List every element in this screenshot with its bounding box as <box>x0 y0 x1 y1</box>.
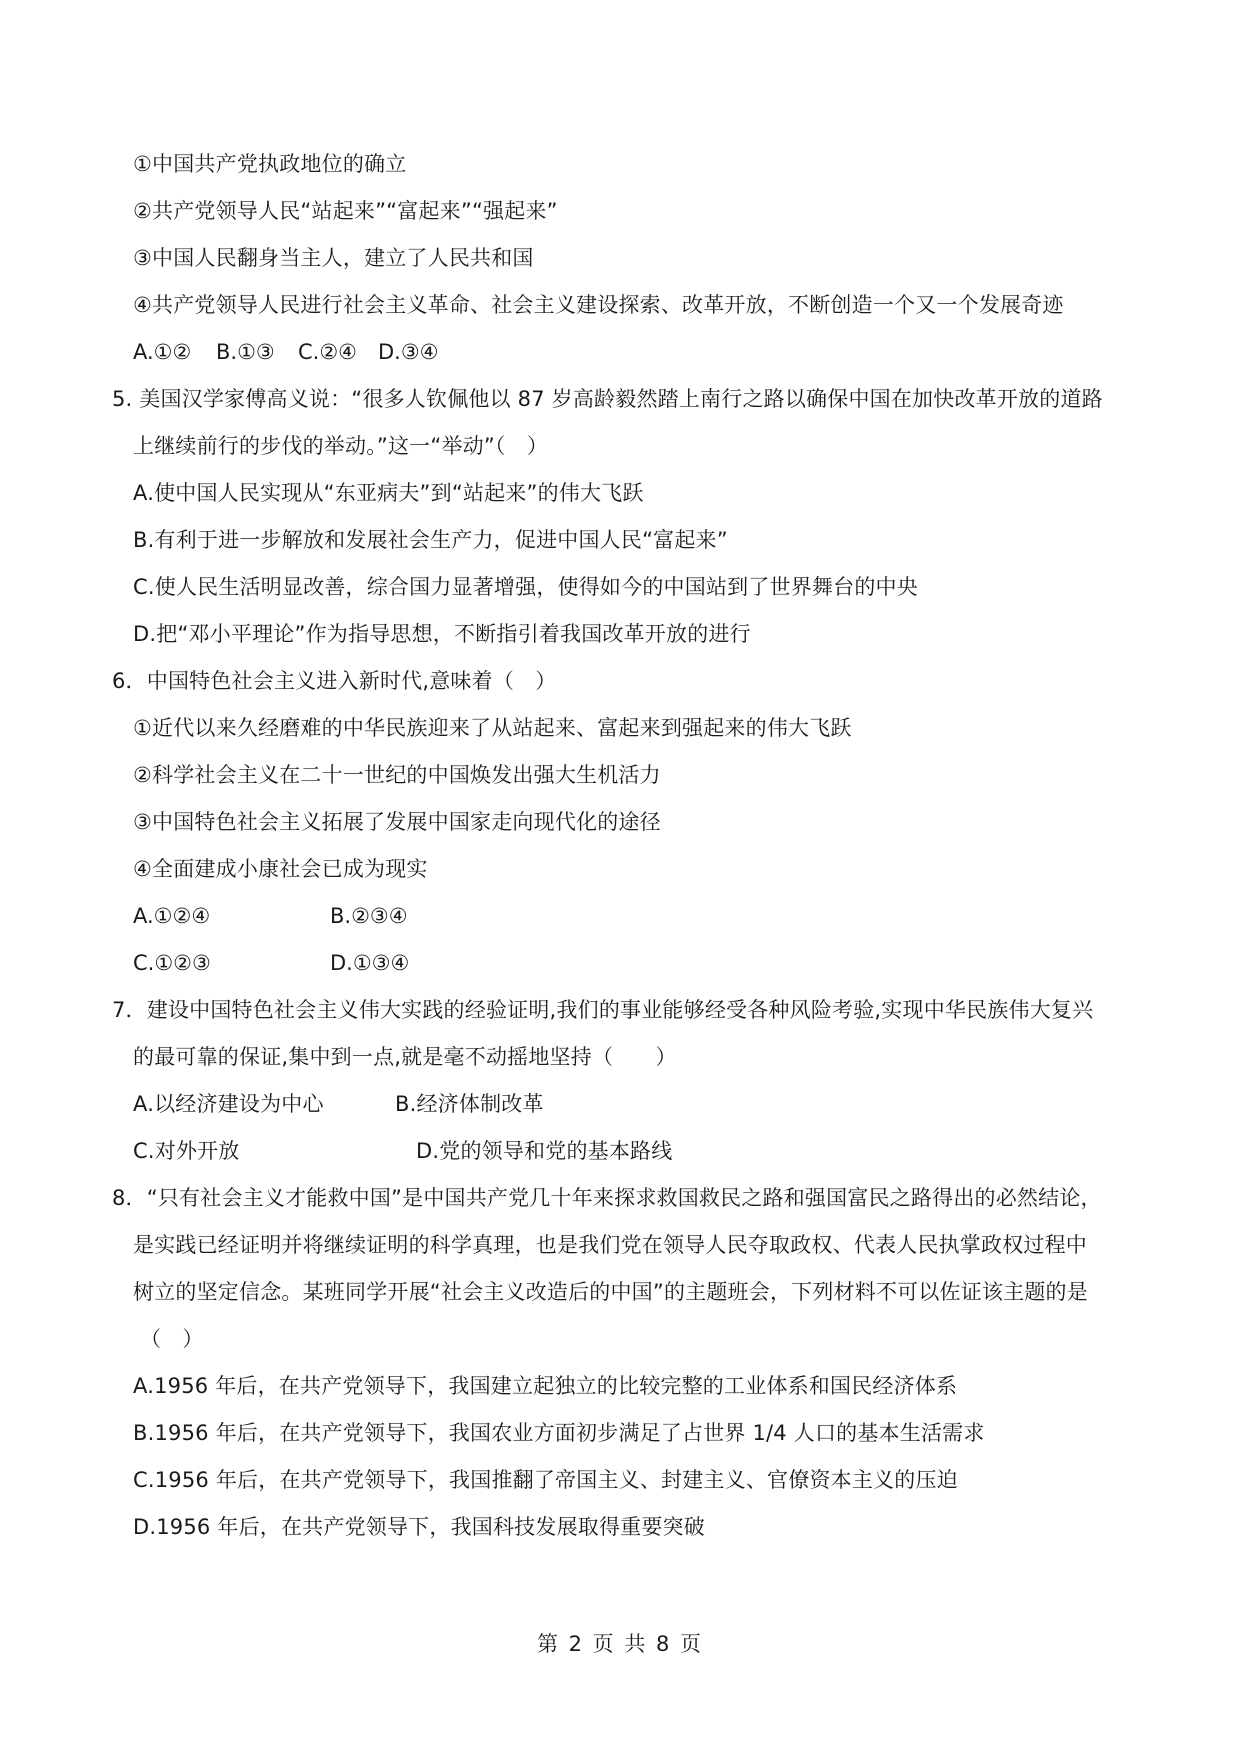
q6-option-a: A.①②④ <box>133 904 211 928</box>
q5-option-a: A.使中国人民实现从“东亚病夫”到“站起来”的伟大飞跃 <box>133 481 644 505</box>
q6-item-3: ③中国特色社会主义拓展了发展中国家走向现代化的途径 <box>133 810 661 834</box>
q7-option-d: D.党的领导和党的基本路线 <box>416 1139 673 1163</box>
q4-option-a: A.①② <box>133 340 192 364</box>
page-number-footer: 第 2 页 共 8 页 <box>536 1632 704 1656</box>
q8-option-a: A.1956 年后，在共产党领导下，我国建立起独立的比较完整的工业体系和国民经济体系 <box>133 1374 958 1398</box>
q4-item-3: ③中国人民翻身当主人，建立了人民共和国 <box>133 246 534 270</box>
q7-option-b: B.经济体制改革 <box>395 1092 544 1116</box>
q5-option-d: D.把“邓小平理论”作为指导思想，不断指引着我国改革开放的进行 <box>133 622 751 646</box>
q8-option-b: B.1956 年后，在共产党领导下，我国农业方面初步满足了占世界 1/4 人口的基本生活需求 <box>133 1421 985 1445</box>
q5-stem-line-1: 5. 美国汉学家傅高义说：“很多人钦佩他以 87 岁高龄毅然踏上南行之路以确保中国在加快改革开放的道路 <box>112 387 1103 411</box>
q7-stem-line-2: 的最可靠的保证,集中到一点,就是毫不动摇地坚持（ ） <box>133 1045 677 1069</box>
q8-option-d: D.1956 年后，在共产党领导下，我国科技发展取得重要突破 <box>133 1515 705 1539</box>
q8-answer-blank: （ ） <box>140 1327 204 1351</box>
q5-stem-line-2: 上继续前行的步伐的举动。”这一“举动”（ ） <box>133 434 549 458</box>
q6-option-d: D.①③④ <box>330 951 410 975</box>
q4-option-b: B.①③ <box>216 340 275 364</box>
q6-option-c: C.①②③ <box>133 951 211 975</box>
q4-item-2: ②共产党领导人民“站起来”“富起来”“强起来” <box>133 199 558 223</box>
q8-stem-line-2: 是实践已经证明并将继续证明的科学真理，也是我们党在领导人民夺取政权、代表人民执掌政权过程中 <box>133 1233 1087 1257</box>
q6-item-1: ①近代以来久经磨难的中华民族迎来了从站起来、富起来到强起来的伟大飞跃 <box>133 716 852 740</box>
q5-option-b: B.有利于进一步解放和发展社会生产力，促进中国人民“富起来” <box>133 528 728 552</box>
q8-option-c: C.1956 年后，在共产党领导下，我国推翻了帝国主义、封建主义、官僚资本主义的压迫 <box>133 1468 958 1492</box>
q4-item-4: ④共产党领导人民进行社会主义革命、社会主义建设探索、改革开放，不断创造一个又一个发展奇迹 <box>133 293 1064 317</box>
q7-stem-line-1: 7．建设中国特色社会主义伟大实践的经验证明,我们的事业能够经受各种风险考验,实现中华民族伟大复兴 <box>112 998 1094 1022</box>
q4-item-1: ①中国共产党执政地位的确立 <box>133 152 407 176</box>
q4-option-d: D.③④ <box>378 340 439 364</box>
q8-stem-line-1: 8．“只有社会主义才能救中国”是中国共产党几十年来探求救国救民之路和强国富民之路得出的必然结论， <box>112 1186 1102 1210</box>
q8-stem-line-3: 树立的坚定信念。某班同学开展“社会主义改造后的中国”的主题班会，下列材料不可以佐证该主题的是 <box>133 1280 1088 1304</box>
q6-stem: 6．中国特色社会主义进入新时代,意味着（ ） <box>112 669 557 693</box>
q6-option-b: B.②③④ <box>330 904 408 928</box>
q5-option-c: C.使人民生活明显改善，综合国力显著增强，使得如今的中国站到了世界舞台的中央 <box>133 575 918 599</box>
q7-option-c: C.对外开放 <box>133 1139 240 1163</box>
q6-item-4: ④全面建成小康社会已成为现实 <box>133 857 428 881</box>
q6-item-2: ②科学社会主义在二十一世纪的中国焕发出强大生机活力 <box>133 763 661 787</box>
q4-option-c: C.②④ <box>298 340 357 364</box>
q7-option-a: A.以经济建设为中心 <box>133 1092 324 1116</box>
